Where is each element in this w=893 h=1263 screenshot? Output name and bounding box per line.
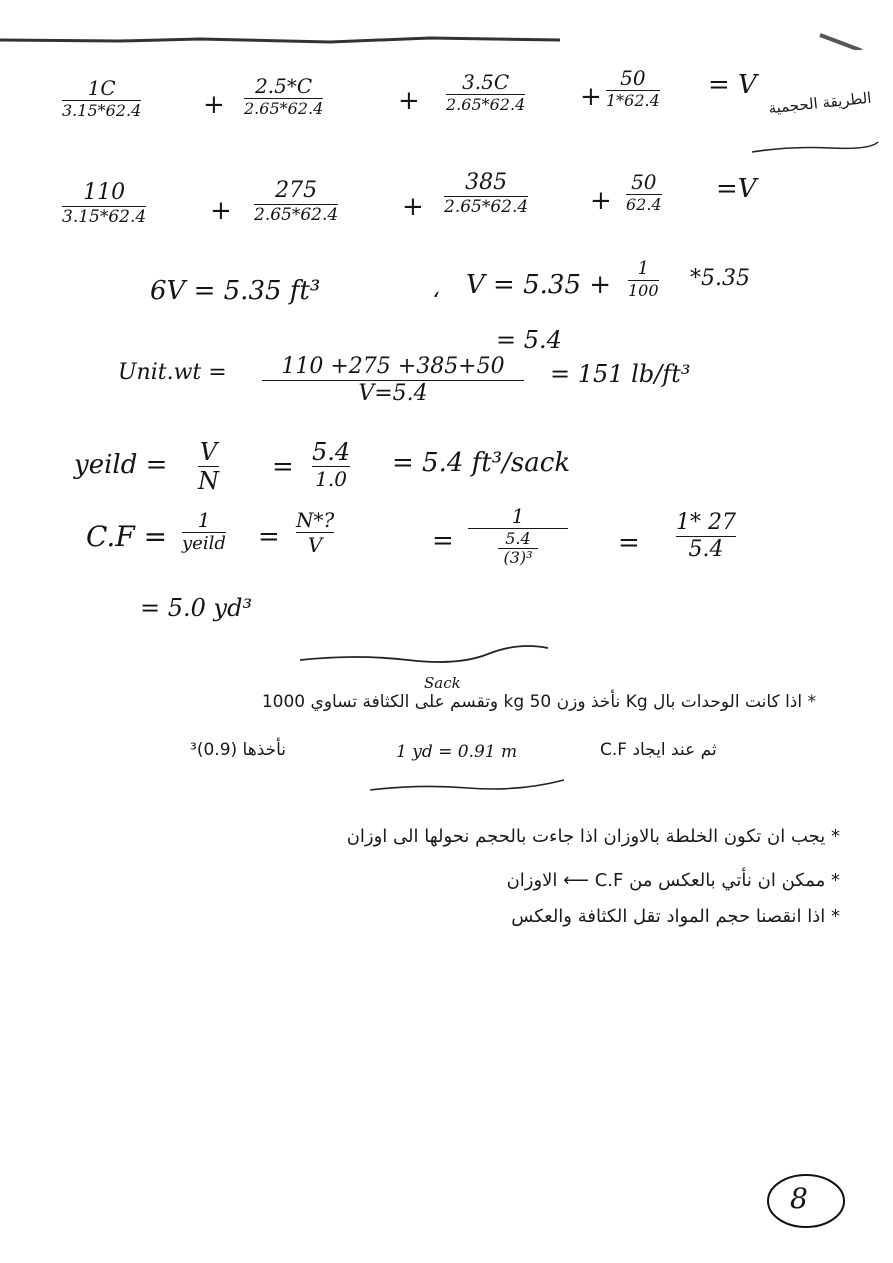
plus-sign: +: [402, 192, 424, 222]
unit-weight-num: 110 +275 +385+50: [281, 354, 505, 379]
eq1-term2: [244, 76, 323, 117]
plus-sign: +: [398, 86, 420, 116]
eq1-term4-den: 1*62.4: [606, 91, 660, 110]
volume-adjusted-suffix: *5.35: [690, 266, 750, 291]
equals-sign: =: [272, 452, 294, 482]
page-number: 8: [790, 1182, 808, 1215]
fraction-num: 1: [637, 258, 649, 279]
eq1-term4: [606, 68, 660, 109]
unit-weight-den: V=5.4: [358, 381, 428, 406]
fraction-den: V: [307, 533, 323, 557]
equals-sign: =: [432, 526, 454, 556]
eq1-term1-den: 3.15*62.4: [62, 101, 142, 120]
unit-weight-fraction: [262, 356, 524, 405]
scan-edge-artifact: [0, 30, 893, 50]
eq2-term3: [444, 172, 528, 216]
fraction-num: 1: [197, 508, 211, 532]
eq2-term2: [254, 180, 338, 224]
squiggle-divider-2: [368, 774, 568, 798]
unit-weight-result: = 151 lb/ft³: [550, 360, 691, 388]
volume-adjusted-prefix: V = 5.35 +: [466, 270, 612, 300]
squiggle-divider: [298, 640, 558, 670]
eq1-term4-num: 50: [620, 66, 646, 90]
cf-fraction-2: [296, 510, 334, 555]
fraction-den: 1.0: [315, 467, 347, 491]
volume-equation: 6V = 5.35 ft³: [150, 276, 321, 306]
cf-label: C.F =: [86, 520, 168, 553]
eq1-term3-den: 2.65*62.4: [446, 95, 526, 114]
equals-sign: =: [618, 528, 640, 558]
sack-label: Sack: [424, 674, 461, 692]
eq2-term1-den: 3.15*62.4: [62, 207, 147, 227]
volume-result: = 5.4: [496, 326, 562, 354]
eq1-term2-num: 2.5*C: [255, 74, 313, 98]
equals-sign: =: [258, 522, 280, 552]
eq1-term3-num: 3.5C: [462, 70, 510, 94]
cf-fraction-3: [468, 506, 568, 566]
eq1-term3: [446, 72, 525, 113]
eq2-term4-num: 50: [631, 170, 657, 194]
yield-label: yeild =: [74, 450, 168, 480]
nested-fraction-num: 5.4: [505, 529, 531, 548]
margin-underline: [750, 140, 880, 160]
cf-fraction-4: [676, 512, 736, 561]
fraction-den: yeild: [182, 533, 226, 554]
plus-sign: +: [590, 186, 612, 216]
note-cf-find: ثم عند ايجاد C.F: [600, 740, 717, 760]
fraction-num: V: [199, 438, 218, 466]
eq1-term1: [62, 78, 141, 119]
cf-fraction-1: [182, 510, 226, 553]
note-yd-conversion: 1 yd = 0.91 m: [396, 742, 518, 762]
cf-result: = 5.0 yd³: [140, 594, 253, 622]
eq2-term3-num: 385: [465, 170, 508, 195]
margin-note: الطريقة الحجمية: [767, 88, 873, 118]
fraction-den: 100: [628, 281, 659, 300]
note-cube: نأخذها (0.9)³: [190, 740, 287, 760]
eq2-term2-num: 275: [275, 178, 318, 203]
nested-fraction: [498, 531, 538, 566]
bullet-item: * اذا انقصنا حجم المواد تقل الكثافة والعكس: [511, 906, 840, 927]
fraction-num: N*?: [296, 508, 335, 532]
plus-sign: +: [580, 82, 602, 112]
nested-fraction-den: (3)³: [503, 548, 533, 567]
fraction-den: N: [198, 467, 219, 495]
eq1-term2-den: 2.65*62.4: [244, 99, 324, 118]
fraction-num: 1: [511, 504, 525, 528]
volume-adjust-fraction: [628, 260, 659, 299]
bullet-item: * يجب ان تكون الخلطة بالاوزان اذا جاءت بالحجم نحولها الى اوزان: [346, 826, 840, 847]
eq2-term1: [62, 182, 146, 226]
fraction-num: 1* 27: [676, 510, 736, 535]
eq2-term4: [626, 172, 662, 213]
unit-weight-label: Unit.wt =: [118, 360, 227, 385]
yield-fraction-1: [198, 440, 219, 493]
note-kg-units: * اذا كانت الوحدات بال Kg نأخذ وزن 50 kg وتقسم على الكثافة تساوي 1000: [261, 692, 816, 712]
fraction-num: 5.4: [312, 438, 351, 466]
comma-separator: ،: [432, 278, 440, 303]
eq2-term1-num: 110: [83, 180, 126, 205]
eq2-equals-v: =V: [716, 174, 757, 204]
fraction-den: 5.4: [688, 537, 724, 562]
eq2-term4-den: 62.4: [626, 195, 662, 214]
eq2-term2-den: 2.65*62.4: [254, 205, 339, 225]
plus-sign: +: [210, 196, 232, 226]
bullet-item: * ممكن ان نأتي بالعكس من C.F ⟵ الاوزان: [506, 870, 840, 891]
plus-sign: +: [203, 90, 225, 120]
eq2-term3-den: 2.65*62.4: [444, 197, 529, 217]
eq1-term1-num: 1C: [87, 76, 116, 100]
eq1-equals-v: = V: [708, 70, 757, 100]
yield-result: = 5.4 ft³/sack: [392, 448, 571, 478]
yield-fraction-2: [312, 440, 350, 489]
